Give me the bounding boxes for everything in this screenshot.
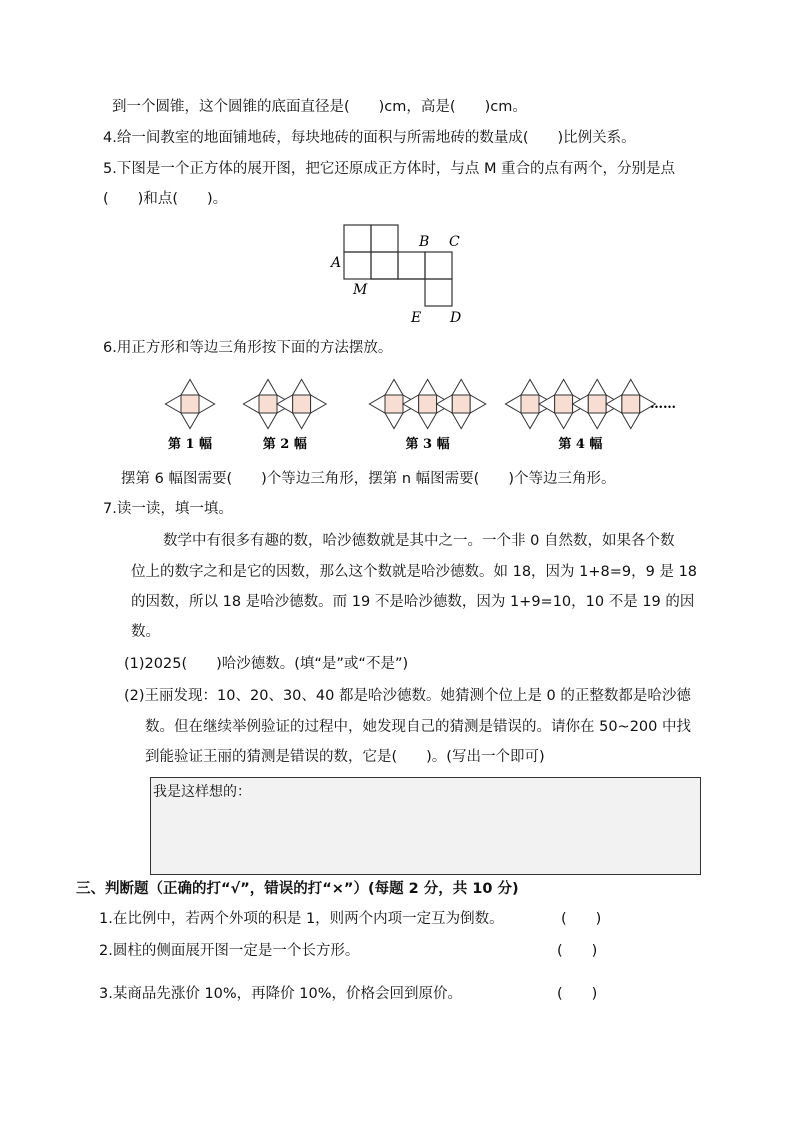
judge-3: 3.某商品先涨价 10%，再降价 10%，价格会回到原价。 — [99, 986, 463, 1002]
judge-2: 2.圆柱的侧面展开图一定是一个长方形。 — [99, 943, 360, 959]
question-7: 7.读一读，填一填。 — [103, 501, 233, 517]
sub-question-1: (1)2025( )哈沙德数。(填“是”或“不是”) — [124, 656, 409, 672]
sub-question-2-line3: 到能验证王丽的猜测是错误的数，它是( )。(写出一个即可) — [145, 749, 545, 765]
pattern-triangle — [622, 379, 640, 395]
pattern-caption-1: 第 1 幅 — [167, 437, 213, 452]
judge-3-answer[interactable]: ( ) — [557, 986, 598, 1002]
pattern-triangle — [199, 395, 215, 413]
pattern-caption-3: 第 3 幅 — [405, 437, 450, 452]
passage-line-1: 数学中有很多有趣的数，哈沙德数就是其中之一。一个非 0 自然数，如果各个数 — [163, 533, 675, 549]
cube-label-B: B — [419, 234, 430, 250]
section-3-heading: 三、判断题（正确的打“√”，错误的打“×”）(每题 2 分，共 10 分) — [76, 881, 519, 897]
pattern-square — [452, 395, 470, 413]
question-6-blanks: 摆第 6 幅图需要( )个等边三角形，摆第 n 幅图需要( )个等边三角形。 — [121, 471, 616, 487]
pattern-triangle — [419, 413, 437, 429]
question-4: 4.给一间教室的地面铺地砖，每块地砖的面积与所需地砖的数量成( )比例关系。 — [103, 130, 636, 146]
pattern-triangle — [259, 413, 277, 429]
pattern-triangle — [293, 379, 311, 395]
pattern-triangle — [521, 413, 539, 429]
pattern-caption-2: 第 2 幅 — [262, 437, 307, 452]
question-6: 6.用正方形和等边三角形按下面的方法摆放。 — [103, 340, 393, 356]
pattern-triangle — [555, 413, 573, 429]
cube-net-figure — [325, 222, 475, 330]
question-5-line2: ( )和点( )。 — [103, 191, 228, 207]
pattern-triangle — [452, 413, 470, 429]
pattern-triangle — [555, 379, 573, 395]
pattern-triangle — [165, 395, 181, 413]
square-triangle-pattern-figure — [150, 364, 676, 456]
pattern-triangle — [622, 413, 640, 429]
judge-1: 1.在比例中，若两个外项的积是 1，则两个内项一定互为倒数。 — [99, 911, 504, 927]
cube-label-D: D — [450, 310, 462, 326]
pattern-caption-4: 第 4 幅 — [558, 437, 603, 452]
answer-thinking-box[interactable] — [150, 777, 701, 875]
pattern-triangle — [385, 413, 403, 429]
pattern-ellipsis: …… — [650, 397, 676, 412]
cube-label-C: C — [449, 234, 460, 250]
pattern-triangle — [181, 413, 199, 429]
cube-label-E: E — [411, 310, 422, 326]
question-5-line1: 5.下图是一个正方体的展开图，把它还原成正方体时，与点 M 重合的点有两个，分别是点 — [103, 161, 676, 177]
pattern-square — [588, 395, 606, 413]
pattern-triangle — [259, 379, 277, 395]
pattern-square — [419, 395, 437, 413]
passage-line-3: 的因数，所以 18 是哈沙德数。而 19 不是哈沙德数，因为 1+9=10，10 不是 19 的因 — [131, 594, 695, 610]
q3-continuation: 到一个圆锥，这个圆锥的底面直径是( )cm，高是( )cm。 — [112, 99, 527, 115]
passage-line-4: 数。 — [131, 624, 160, 640]
pattern-square — [385, 395, 403, 413]
pattern-square — [259, 395, 277, 413]
pattern-square — [622, 395, 640, 413]
answer-box-label: 我是这样想的： — [153, 784, 251, 800]
judge-1-answer[interactable]: ( ) — [561, 911, 602, 927]
passage-line-2: 位上的数字之和是它的因数，那么这个数就是哈沙德数。如 18，因为 1+8=9，9 是 18 — [131, 564, 698, 580]
pattern-square — [555, 395, 573, 413]
pattern-triangle — [588, 379, 606, 395]
pattern-square — [293, 395, 311, 413]
pattern-triangle — [521, 379, 539, 395]
pattern-triangle — [369, 395, 385, 413]
pattern-triangle — [385, 379, 403, 395]
cube-label-A: A — [331, 255, 342, 271]
pattern-triangle — [293, 413, 311, 429]
pattern-triangle — [505, 395, 521, 413]
judge-2-answer[interactable]: ( ) — [557, 943, 598, 959]
pattern-triangle — [181, 379, 199, 395]
pattern-triangle — [243, 395, 259, 413]
pattern-triangle — [419, 379, 437, 395]
pattern-square — [181, 395, 199, 413]
pattern-triangle — [452, 379, 470, 395]
pattern-triangle — [311, 395, 327, 413]
sub-question-2-line1: (2)王丽发现：10、20、30、40 都是哈沙德数。她猜测个位上是 0 的正整数都是哈沙德 — [124, 688, 691, 704]
sub-question-2-line2: 数。但在继续举例验证的过程中，她发现自己的猜测是错误的。请你在 50~200 中找 — [145, 719, 691, 735]
cube-label-M: M — [353, 282, 368, 298]
pattern-triangle — [470, 395, 486, 413]
pattern-triangle — [588, 413, 606, 429]
pattern-square — [521, 395, 539, 413]
